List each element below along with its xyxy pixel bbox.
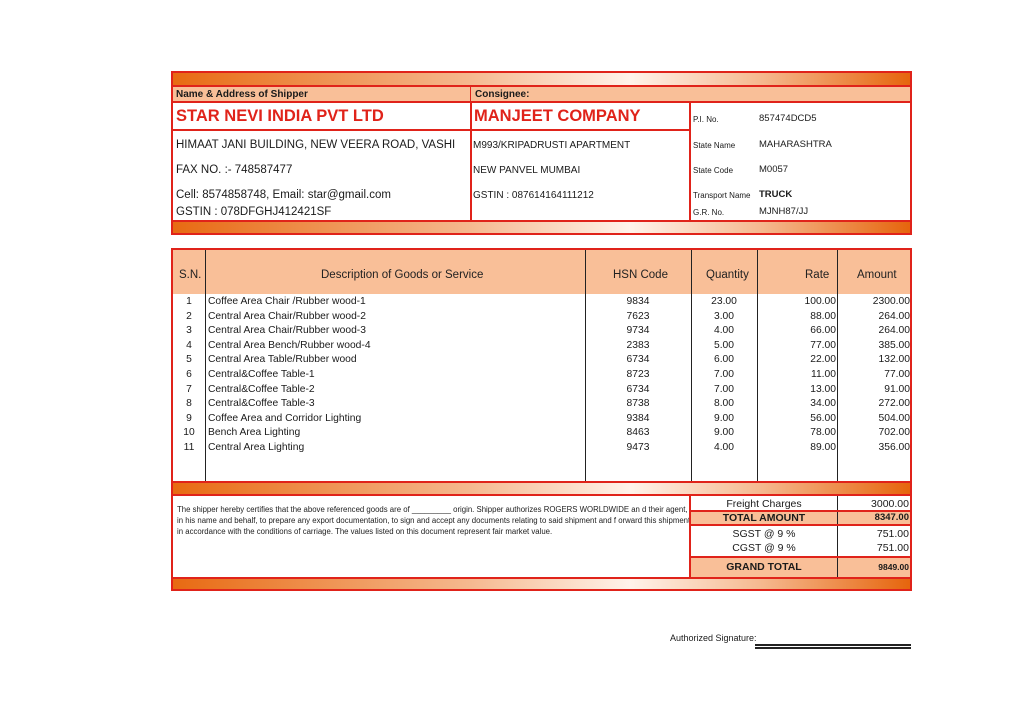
cell-amount: 272.00 <box>878 398 910 410</box>
declaration-text <box>177 504 689 537</box>
cell-hsn: 6734 <box>626 383 650 395</box>
cell-rate: 89.00 <box>810 442 836 453</box>
cell-hsn: 6734 <box>626 354 650 366</box>
signature-line[interactable] <box>755 644 911 649</box>
cell-sn: 6 <box>186 369 192 380</box>
cell-hsn: 8723 <box>626 369 650 380</box>
cell-quantity: 8.00 <box>713 398 735 410</box>
cell-description: Central Area Table/Rubber wood <box>208 354 357 366</box>
table-row <box>173 397 910 412</box>
cell-sn: 11 <box>183 442 195 453</box>
detail-label-pi-no: P.I. No. <box>693 115 719 124</box>
cell-sn: 3 <box>186 325 192 337</box>
cell-rate: 13.00 <box>810 383 836 395</box>
declaration-line-1: The shipper hereby certifies that the above referenced goods are of _________ origin. Shipper authorizes ROGERS WORLDWIDE an d their agent, <box>177 505 688 514</box>
party-block <box>171 101 912 222</box>
cell-description: Central&Coffee Table-2 <box>208 383 315 395</box>
cell-description: Bench Area Lighting <box>208 427 301 439</box>
detail-value-pi-no: 857474DCD5 <box>759 113 817 124</box>
consignee-address: M993/KRIPADRUSTI APARTMENT <box>473 140 631 151</box>
table-row <box>173 295 910 310</box>
table-row <box>173 368 910 383</box>
totals-panel <box>689 496 910 577</box>
cell-hsn: 9834 <box>626 296 650 307</box>
cell-amount: 132.00 <box>878 354 910 366</box>
cell-quantity: 7.00 <box>713 369 735 380</box>
table-row <box>173 353 910 368</box>
cell-hsn: 9384 <box>626 412 650 424</box>
cell-rate: 66.00 <box>810 325 836 337</box>
cell-quantity: 6.00 <box>713 354 735 366</box>
table-row <box>173 441 910 456</box>
cell-quantity: 4.00 <box>713 442 735 453</box>
sgst-value: 751.00 <box>876 528 909 540</box>
detail-label-gr-no: G.R. No. <box>693 208 725 217</box>
table-row <box>173 339 910 354</box>
top-footer-banner <box>171 220 912 235</box>
cell-amount: 77.00 <box>884 369 910 380</box>
cell-amount: 504.00 <box>878 412 910 424</box>
cell-description: Central Area Lighting <box>208 442 305 453</box>
cell-quantity: 7.00 <box>713 383 735 395</box>
cell-amount: 385.00 <box>878 339 910 351</box>
detail-value-state-code: M0057 <box>759 164 789 175</box>
consignee-gstin: GSTIN : 087614164111212 <box>473 190 594 201</box>
grand-total-row <box>691 556 910 577</box>
cell-amount: 264.00 <box>878 310 910 322</box>
shipper-name: STAR NEVI INDIA PVT LTD <box>176 107 384 125</box>
table-row <box>173 412 910 427</box>
declaration-line-2: in his name and behalf, to prepare any export documentation, to sign and accept any documents relating to said shipment and f orward this shipment <box>177 516 691 525</box>
cell-sn: 10 <box>183 427 195 439</box>
cell-rate: 77.00 <box>810 339 836 351</box>
consignee-name: MANJEET COMPANY <box>474 107 641 125</box>
table-row <box>173 426 910 441</box>
cell-sn: 8 <box>186 398 192 410</box>
cell-amount: 264.00 <box>878 325 910 337</box>
items-table-header <box>171 248 912 296</box>
declaration-line-3: in accordance with the conditions of carriage. The values listed on this document represent fair market value. <box>177 527 553 536</box>
consignee-section-label: Consignee: <box>475 89 530 100</box>
cell-description: Coffee Area and Corridor Lighting <box>208 412 362 424</box>
detail-label-state-name: State Name <box>693 141 736 150</box>
cell-description: Central&Coffee Table-1 <box>208 369 315 380</box>
cell-description: Coffee Area Chair /Rubber wood-1 <box>208 296 366 307</box>
column-header-description: Description of Goods or Service <box>321 269 484 281</box>
shipper-section-label: Name & Address of Shipper <box>176 89 308 100</box>
column-header-hsn: HSN Code <box>613 269 668 281</box>
cell-description: Central Area Chair/Rubber wood-3 <box>208 325 366 337</box>
table-row <box>173 383 910 398</box>
cell-quantity: 5.00 <box>713 339 735 351</box>
cell-amount: 702.00 <box>878 427 910 439</box>
cell-quantity: 23.00 <box>711 296 737 307</box>
items-rows <box>173 295 910 465</box>
cell-hsn: 9473 <box>626 442 650 453</box>
cell-amount: 2300.00 <box>872 296 910 307</box>
cell-rate: 34.00 <box>810 398 836 410</box>
declaration-block <box>171 494 912 579</box>
detail-label-transport: Transport Name <box>693 191 751 200</box>
cell-sn: 5 <box>186 354 192 366</box>
cell-rate: 22.00 <box>810 354 836 366</box>
cell-rate: 88.00 <box>810 310 836 322</box>
grand-total-label: GRAND TOTAL <box>726 561 802 573</box>
shipper-contact: Cell: 8574858748, Email: star@gmail.com <box>176 189 391 201</box>
cell-hsn: 2383 <box>626 339 650 351</box>
cell-sn: 7 <box>186 383 192 395</box>
total-amount-row <box>691 510 910 526</box>
items-table-body <box>171 294 912 483</box>
column-header-sn: S.N. <box>179 269 202 281</box>
cell-amount: 91.00 <box>884 383 910 395</box>
cell-hsn: 7623 <box>626 310 650 322</box>
cell-amount: 356.00 <box>878 442 910 453</box>
shipper-address: HIMAAT JANI BUILDING, NEW VEERA ROAD, VASHI <box>176 139 456 151</box>
signature-label: Authorized Signature: <box>670 633 757 643</box>
total-amount-label: TOTAL AMOUNT <box>722 512 806 524</box>
table-row <box>173 310 910 325</box>
cell-hsn: 8738 <box>626 398 650 410</box>
detail-value-state-name: MAHARASHTRA <box>759 139 832 150</box>
consignee-city: NEW PANVEL MUMBAI <box>473 165 581 176</box>
grand-total-value: 9849.00 <box>878 562 909 572</box>
column-header-amount: Amount <box>857 269 897 281</box>
cell-quantity: 4.00 <box>713 325 735 337</box>
column-header-quantity: Quantity <box>706 269 749 281</box>
freight-label: Freight Charges <box>726 498 802 510</box>
cell-hsn: 9734 <box>626 325 650 337</box>
freight-value: 3000.00 <box>871 498 909 510</box>
cell-description: Central&Coffee Table-3 <box>208 398 315 410</box>
cell-rate: 56.00 <box>810 412 836 424</box>
bottom-banner <box>171 577 912 591</box>
cell-description: Central Area Chair/Rubber wood-2 <box>208 310 366 322</box>
table-row <box>173 324 910 339</box>
detail-value-gr-no: MJNH87/JJ <box>759 206 809 217</box>
cgst-value: 751.00 <box>876 542 909 554</box>
cell-sn: 4 <box>186 339 192 351</box>
total-amount-value: 8347.00 <box>874 512 909 523</box>
sgst-label: SGST @ 9 % <box>732 528 796 540</box>
cell-quantity: 3.00 <box>713 310 735 322</box>
detail-value-transport: TRUCK <box>759 189 793 200</box>
shipper-fax: FAX NO. :- 748587477 <box>176 164 293 176</box>
cell-hsn: 8463 <box>626 427 650 439</box>
cell-rate: 100.00 <box>804 296 836 307</box>
cell-sn: 2 <box>186 310 192 322</box>
cell-quantity: 9.00 <box>713 427 735 439</box>
cell-sn: 9 <box>186 412 192 424</box>
detail-label-state-code: State Code <box>693 166 734 175</box>
cell-rate: 78.00 <box>810 427 836 439</box>
cgst-label: CGST @ 9 % <box>732 542 796 554</box>
cell-quantity: 9.00 <box>713 412 735 424</box>
cell-rate: 11.00 <box>810 369 836 380</box>
column-header-rate: Rate <box>805 269 830 281</box>
shipper-gstin: GSTIN : 078DFGHJ412421SF <box>176 206 332 218</box>
cell-sn: 1 <box>186 296 192 307</box>
cell-description: Central Area Bench/Rubber wood-4 <box>208 339 371 351</box>
